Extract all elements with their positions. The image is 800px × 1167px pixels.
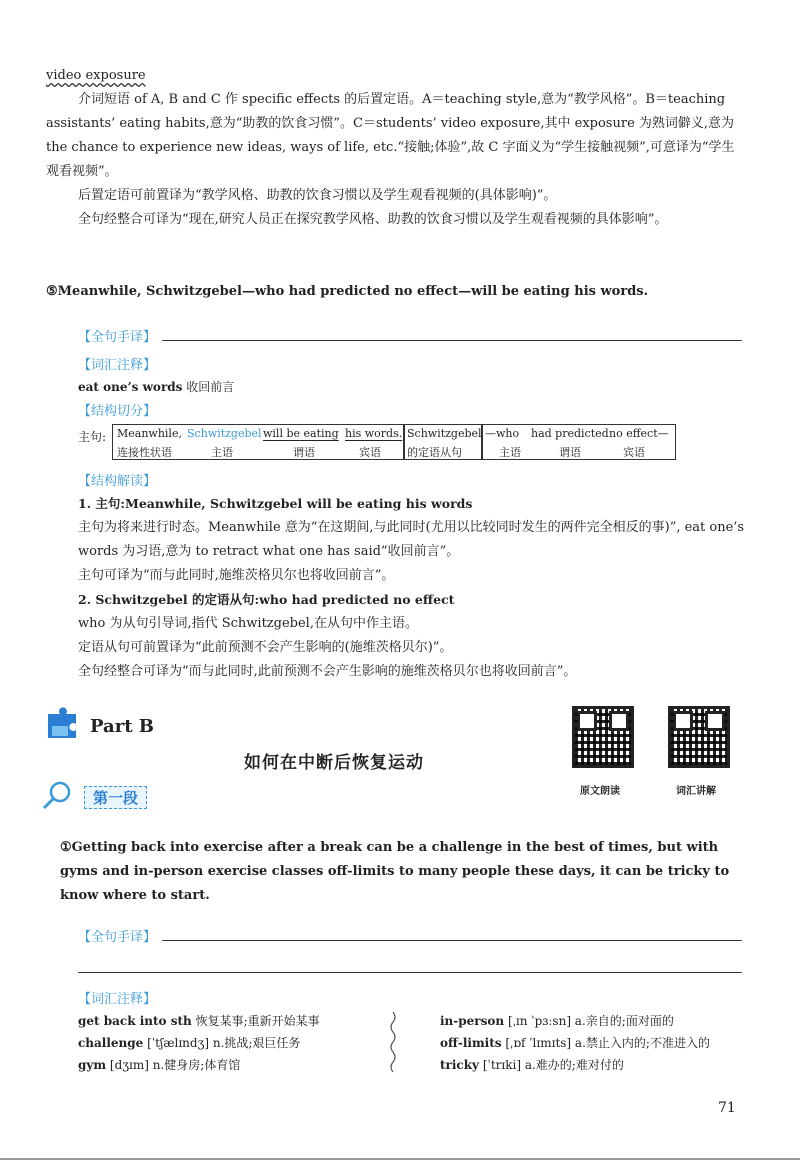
vocab-item-right-2: off-limits [ˌɒf ˈlɪmɪts] a.禁止入内的;不准进入的 xyxy=(440,1036,710,1050)
label-explain-5: 【结构解读】 xyxy=(78,474,157,489)
translate-line-1a[interactable] xyxy=(162,940,742,941)
split-main-label: 主句: xyxy=(78,430,107,444)
translate-line-5[interactable] xyxy=(162,340,742,341)
label-translate-1: 【全句手译】 xyxy=(78,930,157,945)
paragraph-3: 全句经整合可译为“现在,研究人员正在探究教学风格、助教的饮食习惯以及学生观看视频的具体影响”。 xyxy=(78,212,668,227)
bottom-rule xyxy=(0,1158,800,1160)
paragraph-1: 介词短语 of A, B and C 作 specific effects 的后置定语。A＝teaching style,意为“教学风格”。B＝teaching assistants’ eating habits,意为“助教的饮食习惯”。C＝students’ video exposure,其中 exposure 为熟词僻义,意为 the chance to experience new ideas, ways of life, etc.“接触;体验”,故 C 字面义为“学生接触视频”,可意译为“学生观看视频”。 xyxy=(46,92,735,179)
vocab-item-right-1: in-person [ˌɪn ˈpɜːsn] a.亲自的;面对面的 xyxy=(440,1014,674,1028)
label-translate-5: 【全句手译】 xyxy=(78,330,157,345)
part-b-subtitle: 如何在中断后恢复运动 xyxy=(244,753,424,773)
label-vocab-5: 【词汇注释】 xyxy=(78,358,157,373)
explain-1-translation: 主句可译为“而与此同时,施维茨格贝尔也将收回前言”。 xyxy=(78,568,395,583)
vocab-item-right-3: tricky [ˈtrɪki] a.难办的;难对付的 xyxy=(440,1058,624,1072)
explain-1-title: 1. 主句:Meanwhile, Schwitzgebel will be eating his words xyxy=(78,496,473,511)
explain-1-paragraph: 主句为将来进行时态。Meanwhile 意为“在这期间,与此同时(尤用以比较同时发生的两件完全相反的事)”, eat one’s words 为习语,意为 to retract what one has said“收回前言”。 xyxy=(78,520,745,559)
divider-squiggle xyxy=(388,1012,398,1072)
sentence-5: ⑤Meanwhile, Schwitzgebel—who had predicted no effect—will be eating his words. xyxy=(46,284,649,299)
qr-label-vocab: 词汇讲解 xyxy=(676,786,716,797)
paragraph-2: 后置定语可前置译为“教学风格、助教的饮食习惯以及学生观看视频的(具体影响)”。 xyxy=(78,188,557,203)
split-box-main: Meanwhile, Schwitzgebel will be eating his words. 连接性状语 主语 谓语 宾语 xyxy=(112,424,404,460)
label-split-5: 【结构切分】 xyxy=(78,404,157,419)
split-box-clause: —who had predicted no effect— 主语 谓语 宾语 xyxy=(482,424,676,460)
split-box-clause-head: Schwitzgebel 的定语从句 xyxy=(404,424,482,460)
vocab-item-left-2: challenge [ˈtʃælɪndʒ] n.挑战;艰巨任务 xyxy=(78,1036,301,1050)
sentence-1: ①Getting back into exercise after a break can be a challenge in the best of times, but with gyms and in-person exercise classes off-limits to many people these days, it can be tricky to know where to start. xyxy=(60,840,730,903)
heading-video-exposure: video exposure xyxy=(46,68,146,83)
part-b-title: Part B xyxy=(90,716,154,737)
explain-2-title: 2. Schwitzgebel 的定语从句:who had predicted no effect xyxy=(78,592,455,607)
qr-label-reading: 原文朗读 xyxy=(580,786,620,797)
explain-2-translation: 定语从句可前置译为“此前预测不会产生影响的(施维茨格贝尔)”。 xyxy=(78,640,453,655)
qr-code-vocab[interactable] xyxy=(668,706,730,768)
vocab-item-left-3: gym [dʒɪm] n.健身房;体育馆 xyxy=(78,1058,241,1072)
label-vocab-1: 【词汇注释】 xyxy=(78,992,157,1007)
page-number: 71 xyxy=(718,1100,736,1116)
paragraph-label: 第一段 xyxy=(84,786,147,809)
explain-2-full: 全句经整合可译为“而与此同时,此前预测不会产生影响的施维茨格贝尔也将收回前言”。 xyxy=(78,664,577,679)
puzzle-icon xyxy=(44,706,80,742)
vocab-5: eat one’s words 收回前言 xyxy=(78,380,235,394)
explain-2-paragraph: who 为从句引导词,指代 Schwitzgebel,在从句中作主语。 xyxy=(78,616,418,631)
vocab-item-left-1: get back into sth 恢复某事;重新开始某事 xyxy=(78,1014,320,1028)
qr-code-reading[interactable] xyxy=(572,706,634,768)
translate-line-1b[interactable] xyxy=(78,972,742,973)
magnifier-icon xyxy=(40,780,74,810)
